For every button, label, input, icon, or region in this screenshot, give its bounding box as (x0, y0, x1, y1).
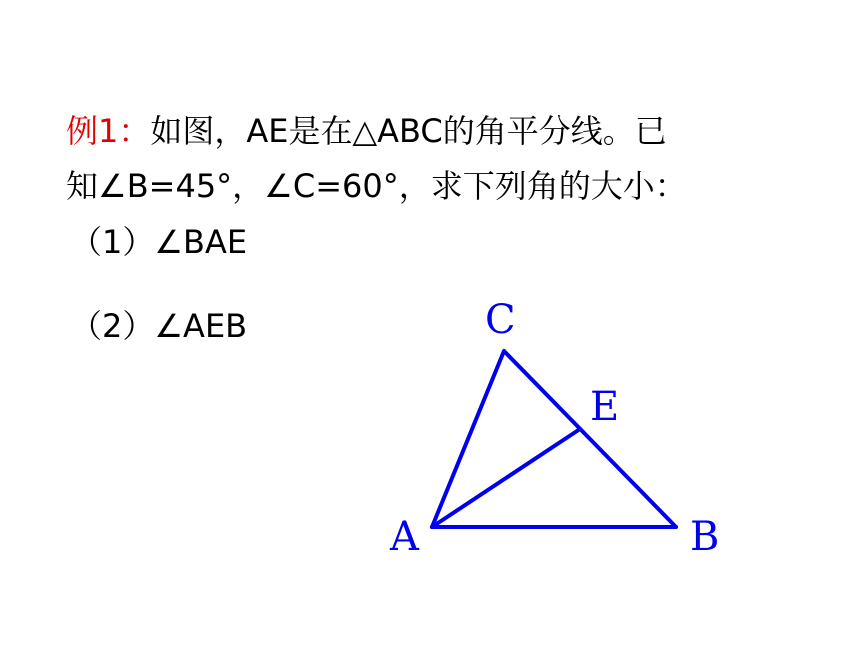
vertex-label-c: C (485, 297, 516, 343)
vertex-label-a: A (390, 514, 419, 560)
vertex-label-b: B (690, 514, 720, 560)
question-2: （2）∠AEB (70, 307, 248, 345)
problem-line-2: 知∠B=45°，∠C=60°，求下列角的大小： (66, 167, 687, 205)
question-1: （1）∠BAE (70, 223, 248, 261)
segment-ac (432, 351, 504, 527)
vertex-label-e: E (590, 384, 620, 430)
segment-cb (504, 351, 676, 527)
example-label: 例1： (66, 112, 151, 150)
problem-text-line-1: 如图，AE是在△ABC的角平分线。已 (150, 112, 667, 150)
